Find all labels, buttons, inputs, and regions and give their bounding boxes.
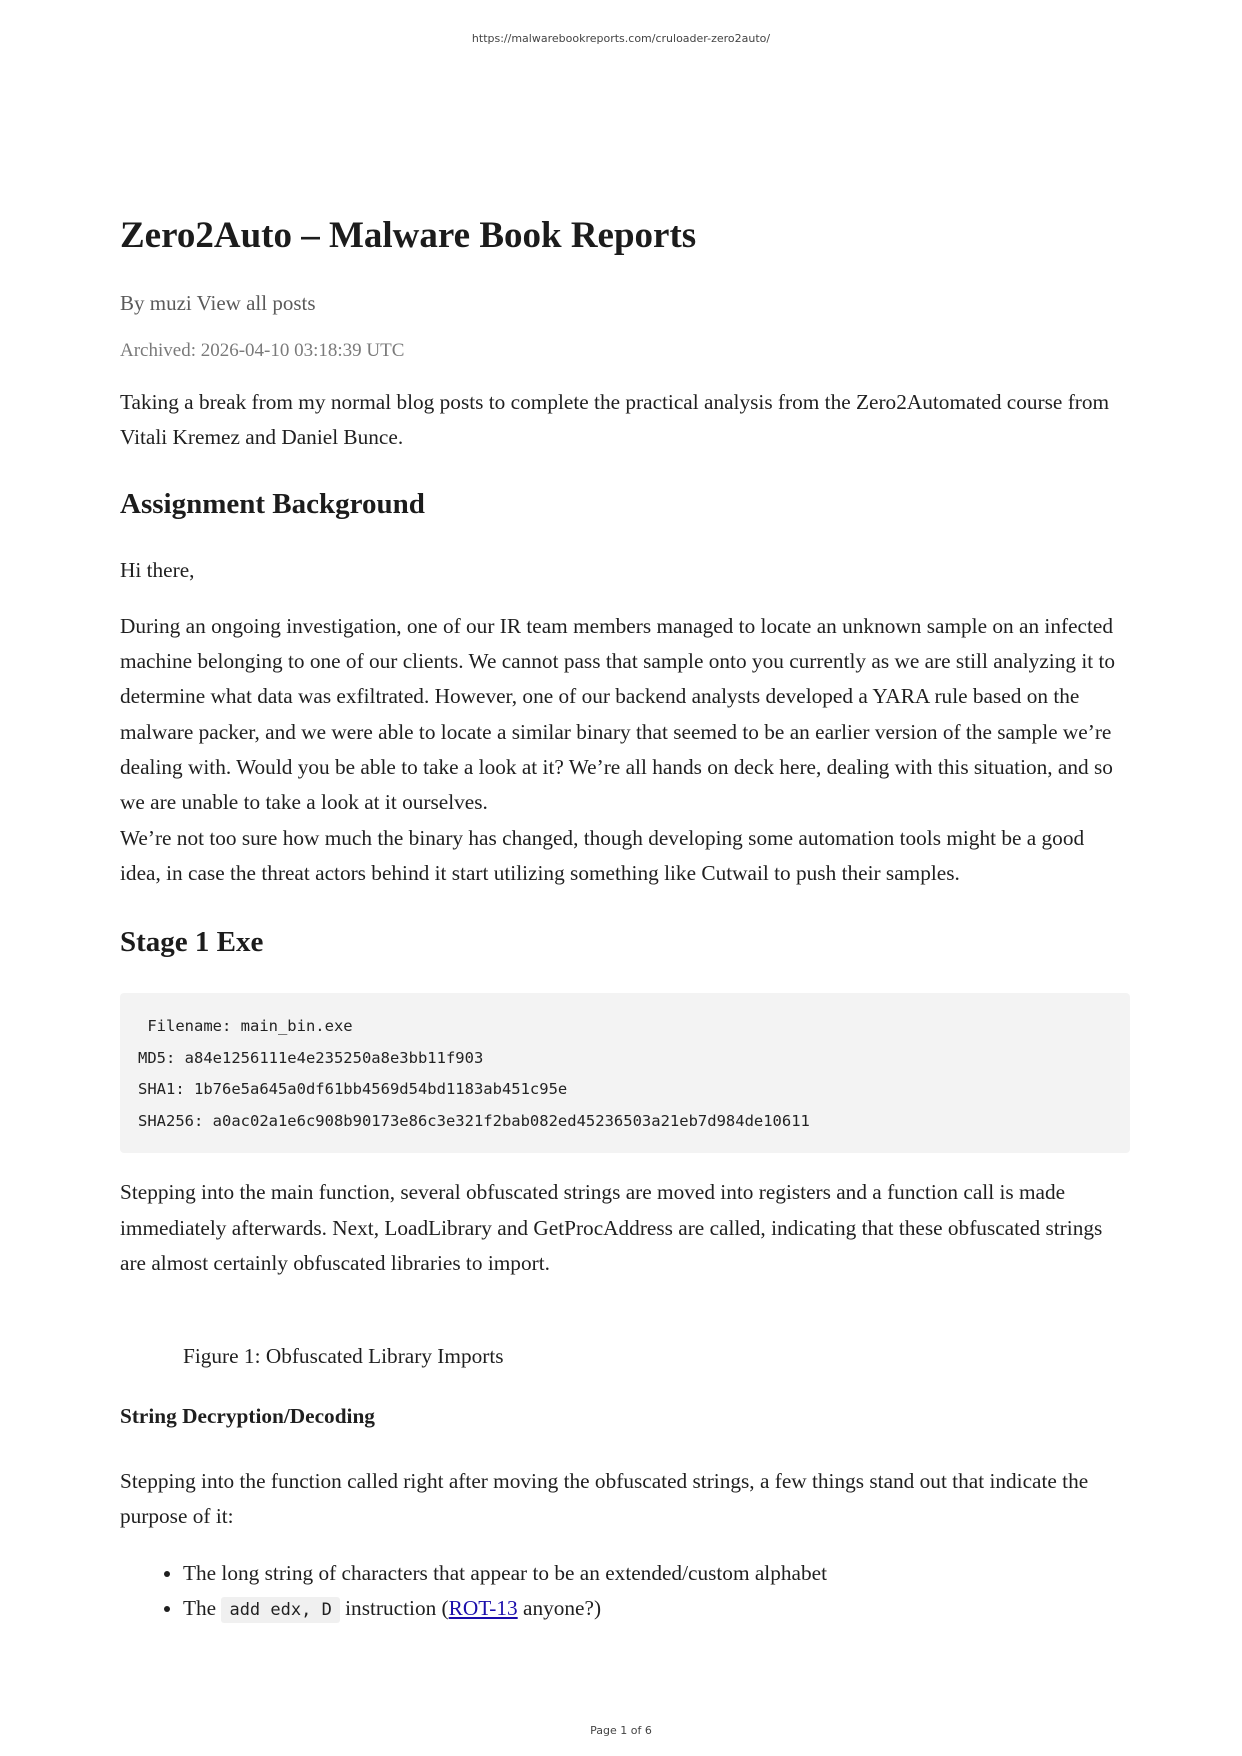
bullet-alphabet-text: The long string of characters that appear to be an extended/custom alphabet <box>183 1560 827 1585</box>
investigation-paragraph: During an ongoing investigation, one of our IR team members managed to locate an unknown sample on an infected machine belonging to one of our clients. We cannot pass that sample onto you currently as we are still analyzing it to determine what data was exfiltrated. However, one of our backend analysts developed a YARA rule based on the malware packer, and we were able to locate a similar binary that seemed to be an earlier version of the sample we’re dealing with. Would you be able to take a look at it? We’re all hands on deck here, dealing with this situation, and so we are unable to take a look at it ourselves. <box>120 613 1116 815</box>
code-line-sha256: SHA256: a0ac02a1e6c908b90173e86c3e321f2bab082ed45236503a21eb7d984de10611 <box>138 1111 810 1130</box>
automation-paragraph: We’re not too sure how much the binary has changed, though developing some automation tools might be a good idea, in case the threat actors behind it start utilizing something like Cutwail to push their samples. <box>120 825 1085 885</box>
figure-caption: Figure 1: Obfuscated Library Imports <box>183 1344 504 1369</box>
archived-timestamp: Archived: 2026-04-10 03:18:39 UTC <box>120 340 405 361</box>
byline: By muzi View all posts <box>120 291 316 315</box>
code-line-sha1: SHA1: 1b76e5a645a0df61bb4569d54bd1183ab451c95e <box>138 1080 568 1099</box>
code-line-filename: Filename: main_bin.exe <box>138 1017 353 1036</box>
hash-code-block <box>120 993 1130 1153</box>
heading-string-decryption: String Decryption/Decoding <box>120 1404 375 1429</box>
bullet-suffix-text: anyone?) <box>523 1596 602 1621</box>
bullet-prefix-text: The <box>183 1596 217 1621</box>
code-line-md5: MD5: a84e1256111e4e235250a8e3bb11f903 <box>138 1048 484 1067</box>
bullet-mid-text: instruction ( <box>345 1596 449 1621</box>
page-title: Zero2Auto – Malware Book Reports <box>120 215 697 256</box>
inline-code-add-edx: add edx, D <box>221 1597 339 1623</box>
list-item <box>183 1591 1130 1628</box>
list-item <box>183 1556 1130 1591</box>
indicator-list <box>120 1556 1130 1629</box>
intro-paragraph: Taking a break from my normal blog posts to complete the practical analysis from the Zero2Automated course from Vitali Kremez and Daniel Bunce. <box>120 390 1110 450</box>
greeting-paragraph: Hi there, <box>120 557 195 582</box>
string-function-paragraph: Stepping into the function called right after moving the obfuscated strings, a few things stand out that indicate the purpose of it: <box>120 1469 1089 1529</box>
heading-stage1-exe: Stage 1 Exe <box>120 926 264 959</box>
article <box>120 210 1130 1628</box>
page-number: Page 1 of 6 <box>590 1724 652 1737</box>
main-function-paragraph: Stepping into the main function, several obfuscated strings are moved into registers and a function call is made immediately afterwards. Next, LoadLibrary and GetProcAddress are called, indicating that these obfuscated strings are almost certainly obfuscated libraries to import. <box>120 1180 1103 1275</box>
rot13-link[interactable]: ROT-13 <box>448 1596 518 1621</box>
heading-assignment-background: Assignment Background <box>120 487 425 520</box>
page-url: https://malwarebookreports.com/cruloader-zero2auto/ <box>471 32 771 45</box>
